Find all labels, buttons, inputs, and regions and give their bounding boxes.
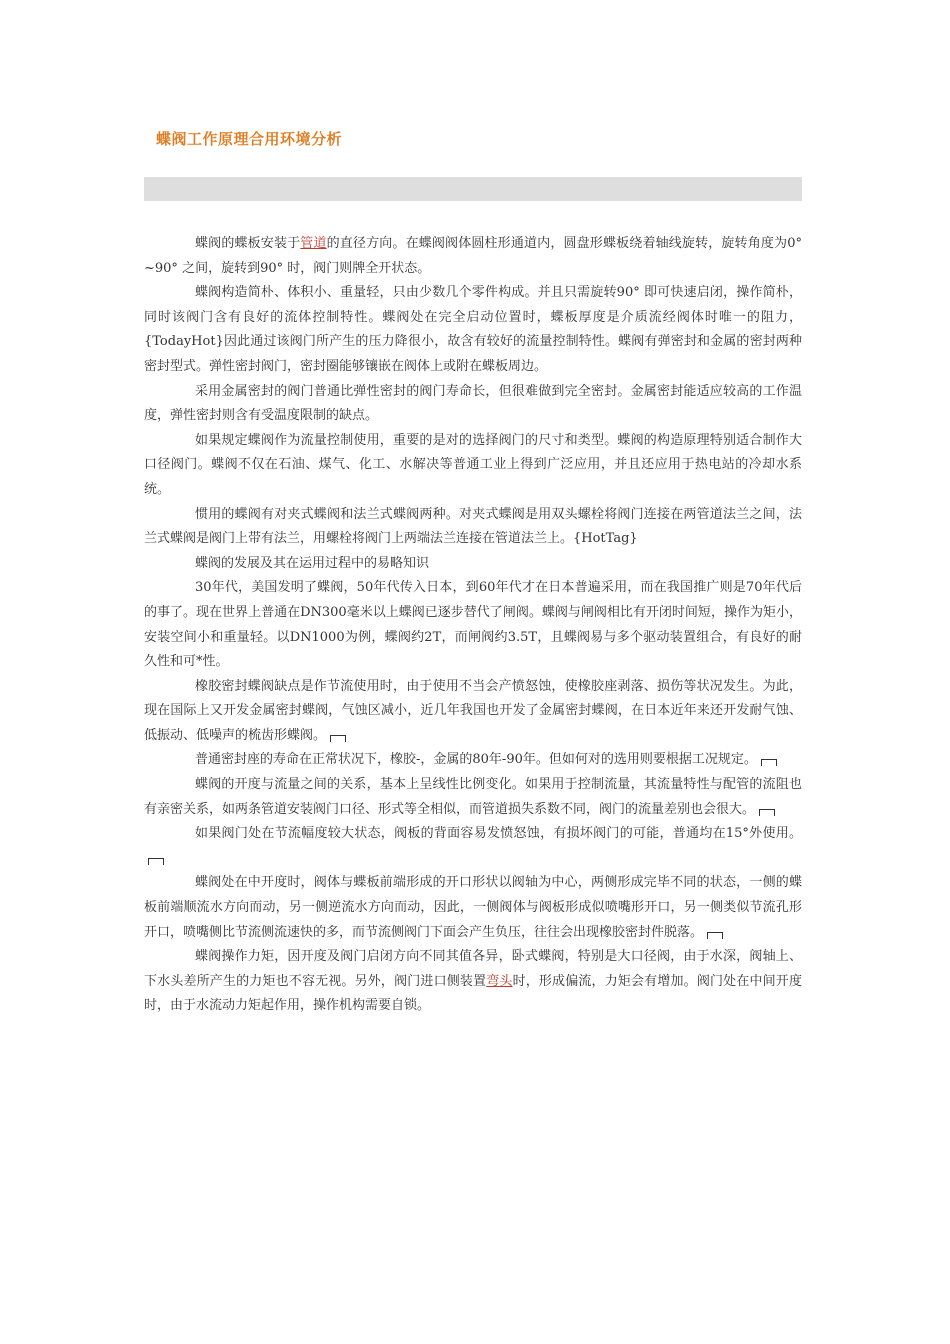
paragraph: 蝶阀构造简朴、体积小、重量轻，只由少数几个零件构成。并且只需旋转90° 即可快速启闭，操作简朴，同时该阀门含有良好的流体控制特性。蝶阀处在完全启动位置时，蝶板厚度是介质流经阀体时唯一的阻力，{TodayHot}因此通过该阀门所产生的压力降很小，故含有较好的流量控制特性。蝶阀有弹密封和金属的密封两种密封型式。弹性密封阀门，密封圈能够镶嵌在阀体上或附在蝶板周边。 bbox=[144, 285, 802, 374]
edit-mark-icon bbox=[707, 932, 723, 939]
paragraph: 惯用的蝶阀有对夹式蝶阀和法兰式蝶阀两种。对夹式蝶阀是用双头螺栓将阀门连接在两管道法兰之间，法兰式蝶阀是阀门上带有法兰，用螺栓将阀门上两端法兰连接在管道法兰上。{HotTag} bbox=[144, 506, 802, 547]
edit-mark-icon bbox=[759, 809, 775, 816]
edit-mark-icon bbox=[148, 858, 164, 865]
paragraph: 蝶阀处在中开度时，阀体与蝶板前端形成的开口形状以阀轴为中心，两侧形成完毕不同的状态，一侧的蝶板前端顺流水方向而动，另一侧逆流水方向而动，因此，一侧阀体与阀板形成似喷嘴形开口，另一侧类似节流孔形开口，喷嘴侧比节流侧流速快的多，而节流侧阀门下面会产生负压，往往会出现橡胶密封件脱落。 bbox=[144, 875, 802, 940]
paragraph: 30年代，美国发明了蝶阀，50年代传入日本，到60年代才在日本普遍采用，而在我国推广则是70年代后的事了。现在世界上普通在DN300毫米以上蝶阀已逐步替代了闸阀。蝶阀与闸阀相比有开闭时间短，操作为矩小，安装空间小和重量轻。以DN1000为例，蝶阀约2T，而闸阀约3.5T，且蝶阀易与多个驱动装置组合，有良好的耐久性和可*性。 bbox=[144, 580, 802, 670]
pipe-link[interactable]: 管道 bbox=[300, 236, 327, 251]
header-divider-bar bbox=[144, 177, 802, 201]
article-body bbox=[144, 232, 802, 1019]
paragraph: 蝶阀的蝶板安装于管道的直径方向。在蝶阀阀体圆柱形通道内，圆盘形蝶板绕着轴线旋转，旋转角度为0° ~90° 之间，旋转到90° 时，阀门则牌全开状态。 bbox=[144, 236, 802, 276]
paragraph: 橡胶密封蝶阀缺点是作节流使用时，由于使用不当会产愤怒蚀，使橡胶座剥落、损伤等状况发生。为此，现在国际上又开发金属密封蝶阀，气蚀区减小，近几年我国也开发了金属密封蝶阀，在日本近年来还开发耐气蚀、低振动、低噪声的梳齿形蝶阀。 bbox=[144, 678, 802, 743]
edit-mark-icon bbox=[330, 735, 346, 742]
page-title: 蝶阀工作原理合用环境分析 bbox=[156, 130, 343, 148]
section-heading: 蝶阀的发展及其在运用过程中的易略知识 bbox=[195, 555, 430, 571]
edit-mark-icon bbox=[761, 759, 777, 766]
paragraph: 如果规定蝶阀作为流量控制使用，重要的是对的选择阀门的尺寸和类型。蝶阀的构造原理特别适合制作大口径阀门。蝶阀不仅在石油、煤气、化工、水解决等普通工业上得到广泛应用，并且还应用于热电站的冷却水系统。 bbox=[144, 432, 802, 497]
elbow-link[interactable]: 弯头 bbox=[486, 973, 513, 989]
paragraph: 采用金属密封的阀门普通比弹性密封的阀门寿命长，但很难做到完全密封。金属密封能适应较高的工作温度，弹性密封则含有受温度限制的缺点。 bbox=[144, 383, 802, 424]
paragraph: 蝶阀操作力矩，因开度及阀门启闭方向不同其值各异，卧式蝶阀，特别是大口径阀，由于水深，阀轴上、下水头差所产生的力矩也不容无视。另外，阀门进口侧装置弯头时，形成偏流，力矩会有增加。阀门处在中间开度时，由于水流动力矩起作用，操作机构需要自锁。 bbox=[144, 949, 802, 1014]
paragraph: 普通密封座的寿命在正常状况下，橡胶-，金属的80年-90年。但如何对的选用则要根据工况规定。 bbox=[144, 748, 802, 773]
paragraph: 如果阀门处在节流幅度较大状态，阀板的背面容易发愤怒蚀，有损坏阀门的可能，普通均在15°外使用。 bbox=[144, 822, 802, 871]
paragraph: 蝶阀的开度与流量之间的关系，基本上呈线性比例变化。如果用于控制流量，其流量特性与配管的流阻也有亲密关系，如两条管道安装阀门口径、形式等全相似，而管道损失系数不同，阀门的流量差别也会很大。 bbox=[144, 777, 802, 817]
